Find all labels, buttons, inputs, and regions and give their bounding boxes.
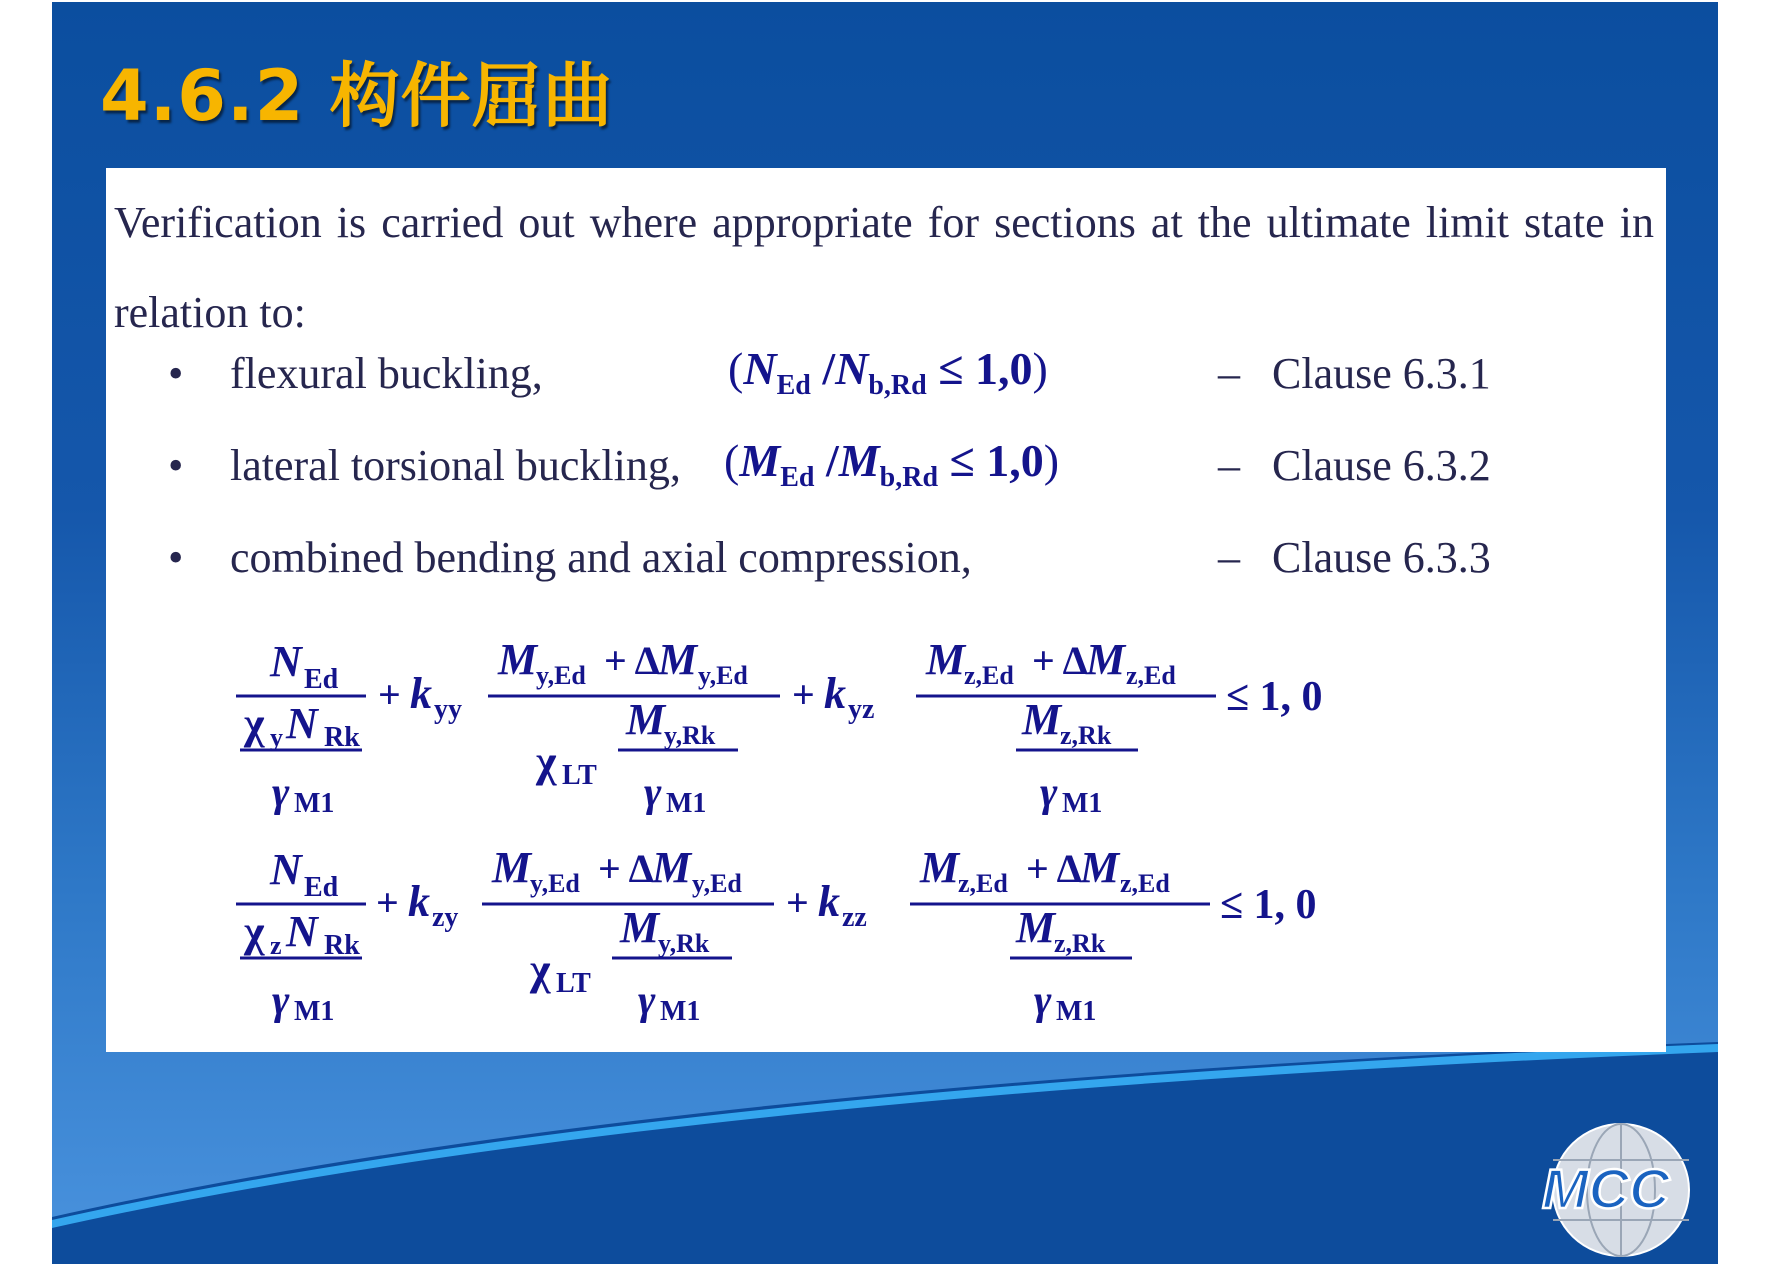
k-coefficient: zy xyxy=(432,902,459,933)
svg-text:M: M xyxy=(1080,843,1120,892)
svg-text:γ: γ xyxy=(272,770,290,816)
interaction-equation-1 xyxy=(226,626,1526,826)
svg-text:M: M xyxy=(492,843,532,892)
svg-text:z,Ed: z,Ed xyxy=(1120,869,1170,898)
chi-subscript: y xyxy=(270,723,283,752)
intro-paragraph: Verification is carried out where appropriate for sections at the ultimate limit state in relation to: xyxy=(114,198,1654,337)
svg-text:M: M xyxy=(620,903,660,952)
svg-text:+ Δ: + Δ xyxy=(1032,638,1088,683)
svg-text:M: M xyxy=(1086,635,1126,684)
content-panel xyxy=(106,168,1666,1052)
clause-reference: Clause 6.3.2 xyxy=(1272,441,1491,490)
chi-subscript: z xyxy=(270,931,282,960)
svg-text:y,Ed: y,Ed xyxy=(698,661,748,690)
svg-text:z,Rk: z,Rk xyxy=(1054,929,1106,958)
svg-text:+ Δ: + Δ xyxy=(1026,846,1082,891)
svg-text:N: N xyxy=(270,637,302,686)
svg-text:+: + xyxy=(378,672,401,717)
bullet-dash: – xyxy=(1218,533,1240,582)
svg-text:M: M xyxy=(626,695,666,744)
svg-text:M: M xyxy=(920,843,960,892)
clause-reference: Clause 6.3.1 xyxy=(1272,349,1491,398)
svg-text:M1: M1 xyxy=(294,788,335,819)
svg-text:+ Δ: + Δ xyxy=(604,638,660,683)
k-coefficient: zz xyxy=(842,902,867,933)
svg-text:M: M xyxy=(652,843,692,892)
svg-text:M: M xyxy=(1016,903,1056,952)
svg-text:χ: χ xyxy=(244,699,265,748)
svg-text:χ: χ xyxy=(536,737,557,786)
svg-text:z,Rk: z,Rk xyxy=(1060,721,1112,750)
svg-text:χ: χ xyxy=(530,945,551,994)
bullet-text: combined bending and axial compression, xyxy=(230,533,972,582)
condition-formula: ($M_{Ed}$ $/M_{b,Rd} \le 1,0$) xyxy=(724,435,1060,494)
svg-text:M1: M1 xyxy=(1056,996,1097,1027)
bullet-icon: • xyxy=(168,349,184,398)
svg-text:M1: M1 xyxy=(1062,788,1103,819)
svg-text:N: N xyxy=(270,845,302,894)
svg-text:z,Ed: z,Ed xyxy=(958,869,1008,898)
svg-text:+: + xyxy=(376,880,399,925)
inequality-rhs: ≤ 1, 0 xyxy=(1226,674,1323,720)
svg-text:N: N xyxy=(286,907,318,956)
svg-text:k: k xyxy=(818,877,840,926)
svg-text:z,Ed: z,Ed xyxy=(964,661,1014,690)
svg-text:Ed: Ed xyxy=(304,664,339,695)
k-coefficient: yz xyxy=(848,694,875,725)
svg-text:M: M xyxy=(658,635,698,684)
svg-text:M1: M1 xyxy=(660,996,701,1027)
svg-text:γ: γ xyxy=(638,978,656,1024)
slide-title: 4.6.2 构件屈曲 xyxy=(100,55,614,137)
svg-text:y,Ed: y,Ed xyxy=(530,869,580,898)
svg-text:y,Ed: y,Ed xyxy=(536,661,586,690)
svg-text:k: k xyxy=(410,669,432,718)
logo-text: MCC xyxy=(1542,1157,1670,1220)
svg-text:M1: M1 xyxy=(294,996,335,1027)
k-coefficient: yy xyxy=(434,694,462,725)
svg-text:+: + xyxy=(792,672,815,717)
bullet-text: lateral torsional buckling, xyxy=(230,441,681,490)
svg-text:γ: γ xyxy=(644,770,662,816)
bottom-wave-decoration xyxy=(52,1042,1718,1264)
svg-text:M: M xyxy=(926,635,966,684)
svg-text:y,Rk: y,Rk xyxy=(664,721,716,750)
svg-text:y,Rk: y,Rk xyxy=(658,929,710,958)
svg-text:+: + xyxy=(786,880,809,925)
svg-text:y,Ed: y,Ed xyxy=(692,869,742,898)
svg-text:+ Δ: + Δ xyxy=(598,846,654,891)
svg-text:γ: γ xyxy=(1034,978,1052,1024)
svg-text:LT: LT xyxy=(556,968,591,999)
svg-text:Rk: Rk xyxy=(324,930,360,961)
svg-text:k: k xyxy=(408,877,430,926)
svg-text:γ: γ xyxy=(272,978,290,1024)
svg-text:k: k xyxy=(824,669,846,718)
clause-reference: Clause 6.3.3 xyxy=(1272,533,1491,582)
mcc-logo xyxy=(1536,1120,1706,1260)
interaction-equation-2 xyxy=(226,834,1526,1034)
svg-text:M1: M1 xyxy=(666,788,707,819)
svg-text:N: N xyxy=(286,699,318,748)
condition-formula: ($N_{Ed}$ $/N_{b,Rd} \le 1,0$) xyxy=(728,343,1048,402)
bullet-icon: • xyxy=(168,533,184,582)
svg-text:χ: χ xyxy=(244,907,265,956)
bullet-icon: • xyxy=(168,441,184,490)
inequality-rhs: ≤ 1, 0 xyxy=(1220,882,1317,928)
svg-text:Rk: Rk xyxy=(324,722,360,753)
svg-text:LT: LT xyxy=(562,760,597,791)
bullet-dash: – xyxy=(1218,349,1240,398)
bullet-dash: – xyxy=(1218,441,1240,490)
svg-text:M: M xyxy=(1022,695,1062,744)
svg-text:z,Ed: z,Ed xyxy=(1126,661,1176,690)
svg-text:γ: γ xyxy=(1040,770,1058,816)
svg-text:Ed: Ed xyxy=(304,872,339,903)
bullet-text: flexural buckling, xyxy=(230,349,543,398)
svg-text:M: M xyxy=(498,635,538,684)
